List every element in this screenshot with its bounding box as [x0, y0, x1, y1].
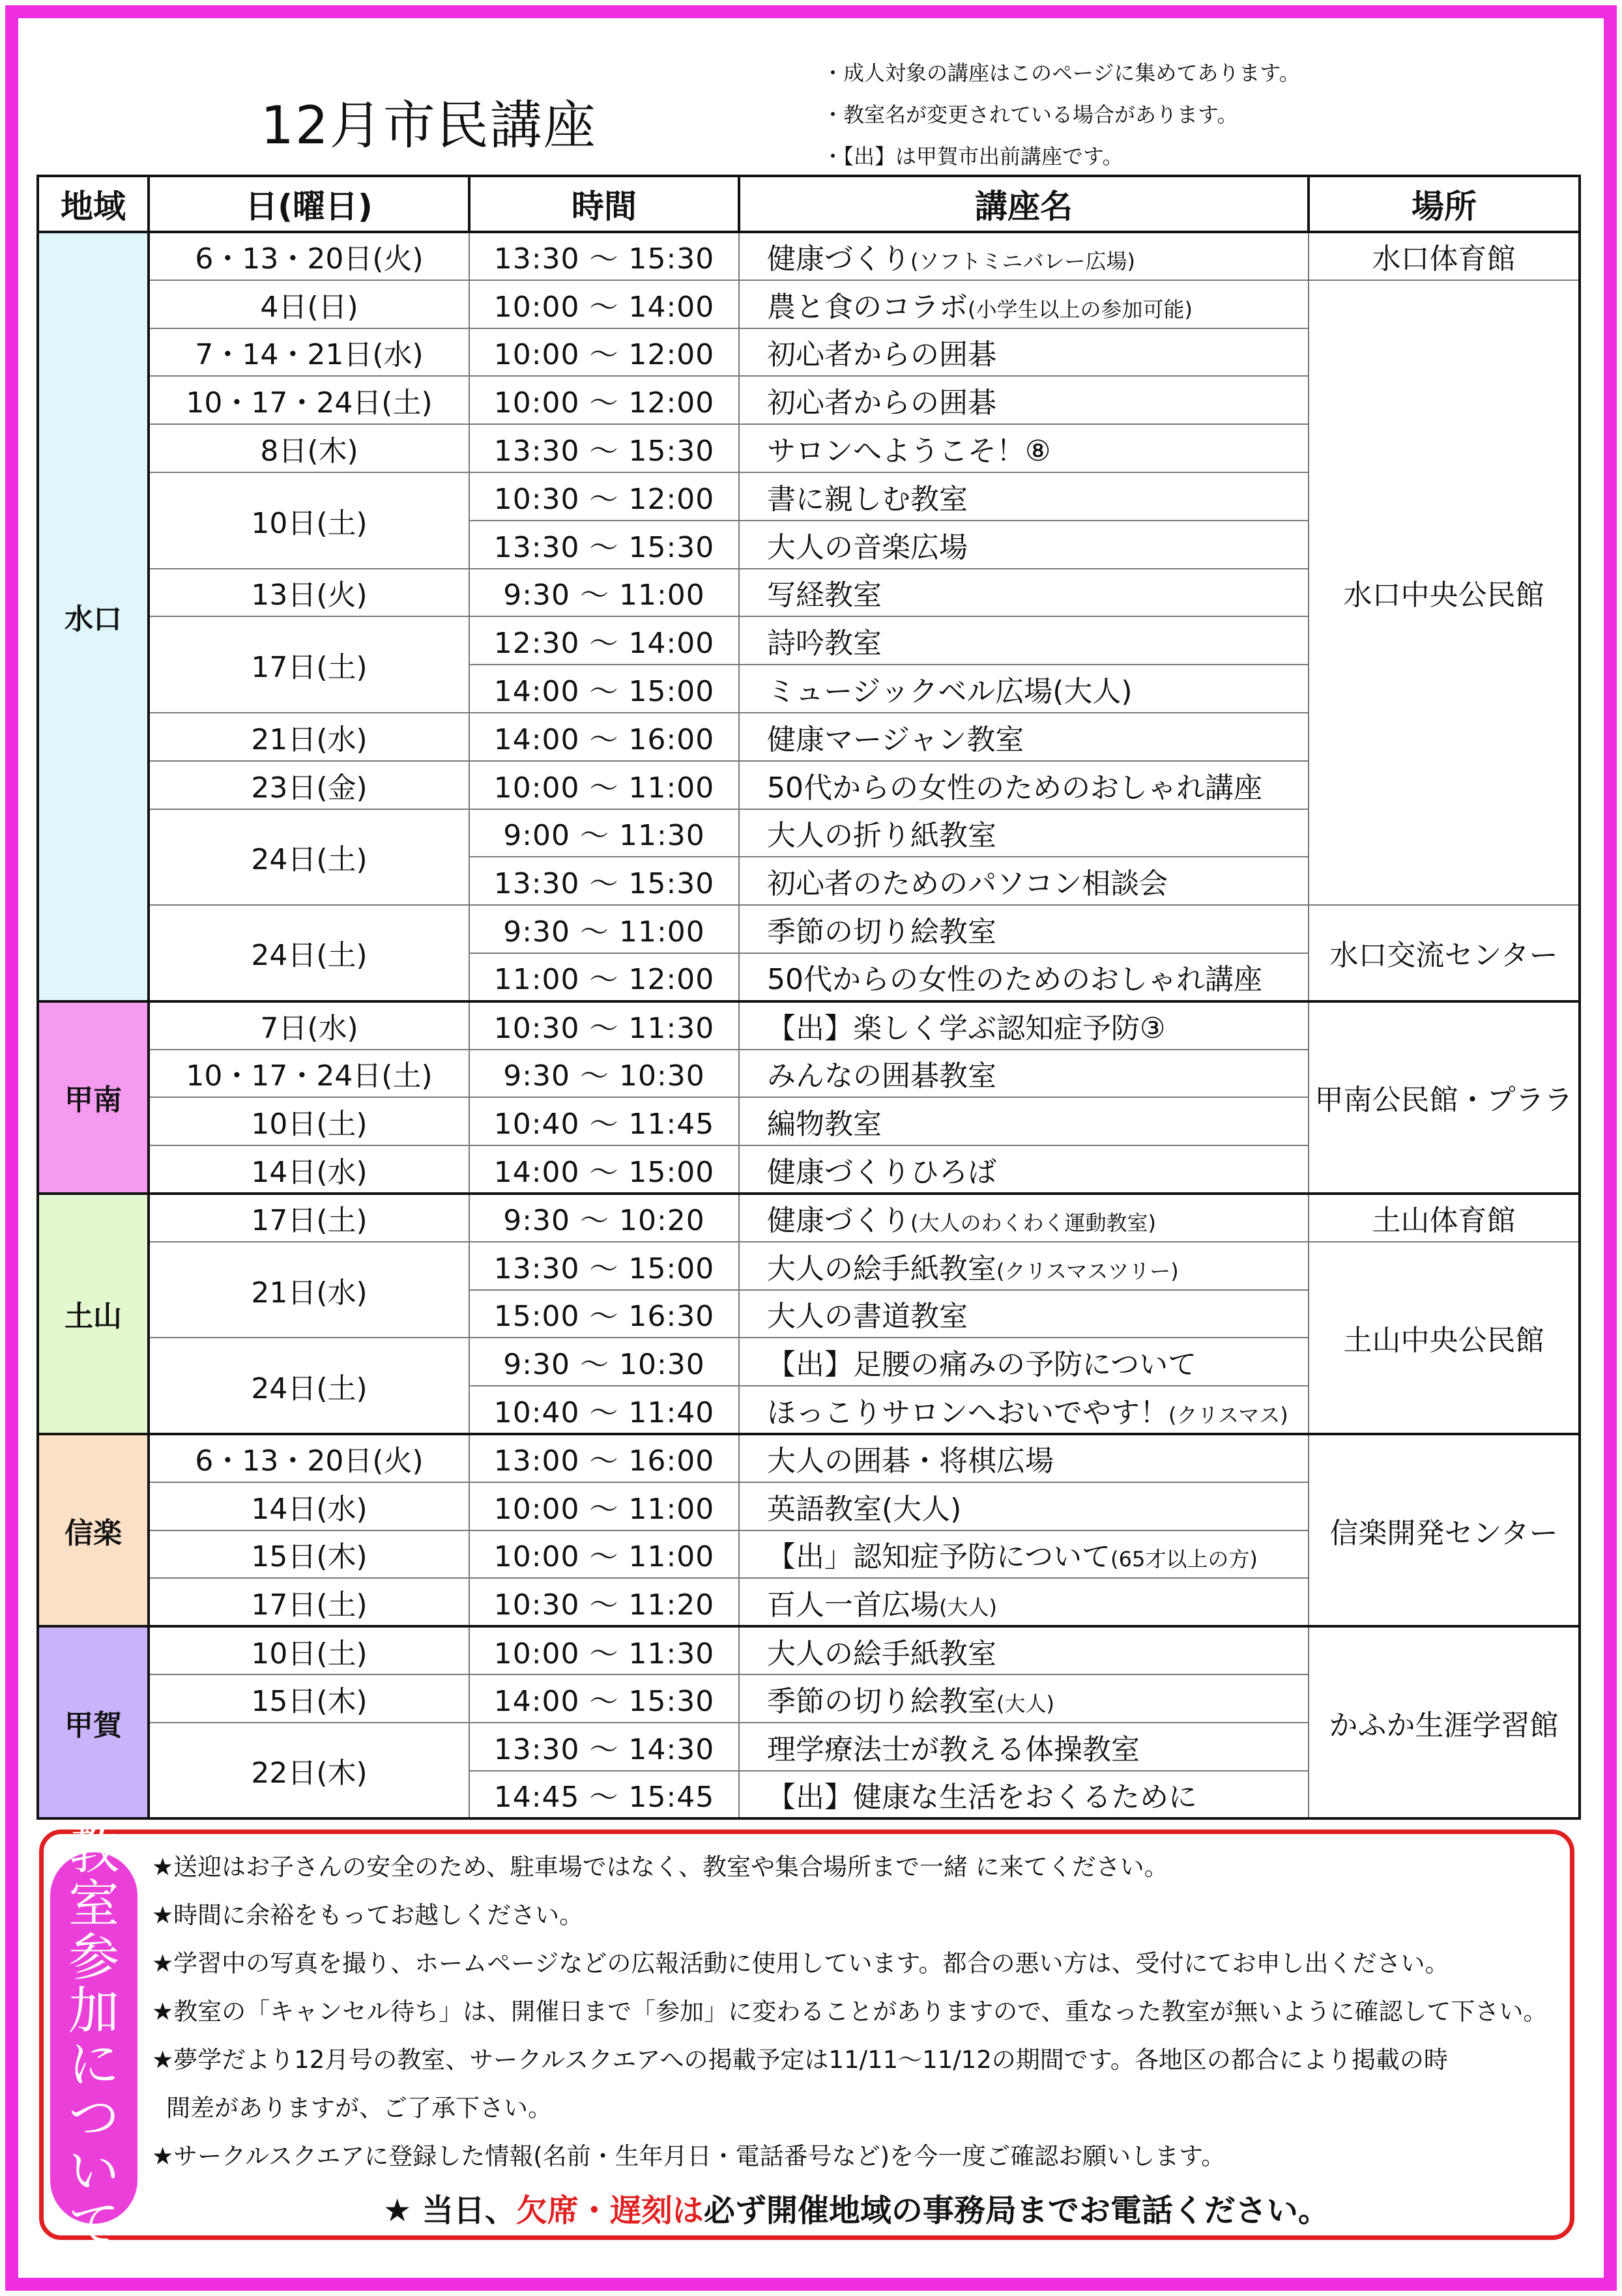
place-cell: 土山中央公民館 [1309, 1242, 1580, 1434]
course-note: (小学生以上の参加可能) [968, 296, 1193, 322]
time-cell: 14:00 ～ 15:00 [469, 1145, 739, 1194]
header-row [38, 176, 1580, 232]
time-cell: 9:30 ～ 10:30 [469, 1050, 739, 1098]
course-cell [739, 1723, 1309, 1771]
course-cell [739, 1145, 1309, 1194]
course-name: 【出」認知症予防について [767, 1540, 1111, 1574]
date-cell: 17日(土) [149, 1194, 469, 1242]
page-title: 12月市民講座 [261, 95, 597, 156]
date-cell: 10日(土) [149, 1626, 469, 1674]
date-cell: 6・13・20日(火) [149, 232, 469, 280]
note-item: ★学習中の写真を撮り、ホームページなどの広報活動に使用しています。都合の悪い方は、受付にてお申し出ください。 [152, 1949, 1449, 1977]
course-name: 英語教室(大人) [767, 1492, 962, 1526]
course-name: 季節の切り絵教室 [767, 915, 996, 949]
table-row [38, 1001, 1580, 1050]
participation-notes [39, 1822, 1574, 2254]
course-cell [739, 665, 1309, 713]
time-cell: 13:30 ～ 15:30 [469, 857, 739, 905]
course-name: 大人の書道教室 [767, 1300, 968, 1334]
region-cell: 甲南 [38, 1001, 149, 1194]
note-line: ・成人対象の講座はこのページに集めてあります。 [822, 61, 1300, 85]
course-name: 【出】楽しく学ぶ認知症予防③ [767, 1012, 1166, 1046]
date-cell: 10日(土) [149, 472, 469, 569]
region-cell: 水口 [38, 232, 149, 1001]
course-cell [739, 424, 1309, 472]
course-cell [739, 1482, 1309, 1530]
course-name: 健康づくり [767, 242, 910, 276]
course-name: 初心者のためのパソコン相談会 [767, 867, 1168, 901]
date-cell: 17日(土) [149, 616, 469, 713]
course-name: ほっこりサロンへおいでやす！ [767, 1396, 1168, 1429]
note-line: ・【出】は甲賀市出前講座です。 [822, 144, 1123, 169]
course-cell [739, 1097, 1309, 1145]
final-prefix: ★ 当日、 [383, 2192, 516, 2229]
course-note: (65才以上の方) [1110, 1547, 1258, 1572]
course-name: みんなの囲碁教室 [767, 1059, 996, 1093]
course-name: 農と食のコラボ [767, 290, 968, 324]
course-cell [739, 521, 1309, 569]
course-cell [739, 1434, 1309, 1482]
final-notice [152, 2185, 1561, 2237]
course-name: サロンへようこそ！⑧ [767, 435, 1051, 468]
place-cell: 土山体育館 [1309, 1194, 1580, 1242]
time-cell: 13:30 ～ 15:30 [469, 232, 739, 280]
date-cell: 10・17・24日(土) [149, 376, 469, 424]
time-cell: 10:00 ～ 12:00 [469, 328, 739, 377]
table-row [38, 1194, 1580, 1242]
note-item: ★教室の「キャンセル待ち」は、開催日まで「参加」に変わることがありますので、重なった教室が無いように確認して下さい。 [152, 1998, 1548, 2026]
date-cell: 8日(木) [149, 424, 469, 472]
note-item: ★送迎はお子さんの安全のため、駐車場ではなく、教室や集合場所まで一緒 に来てください。 [152, 1853, 1168, 1881]
table-row [38, 905, 1580, 953]
course-note: (クリスマスツリー) [996, 1258, 1179, 1284]
place-cell: 甲南公民館・プララ [1309, 1001, 1580, 1194]
time-cell: 10:40 ～ 11:40 [469, 1386, 739, 1434]
place-cell: 水口交流センター [1309, 905, 1580, 1001]
place-cell: 水口中央公民館 [1309, 280, 1580, 905]
header-place: 場所 [1309, 176, 1580, 232]
final-red: 欠席・遅刻は [515, 2192, 704, 2229]
time-cell: 10:00 ～ 11:00 [469, 1482, 739, 1530]
course-name: 詩吟教室 [767, 627, 882, 661]
course-name: 【出】健康な生活をおくるために [767, 1780, 1197, 1814]
region-cell: 甲賀 [38, 1626, 149, 1818]
table-row [38, 1242, 1580, 1290]
course-name: 写経教室 [767, 579, 882, 612]
course-name: 健康マージャン教室 [767, 723, 1024, 756]
note-item: 間差がありますが、ご了承下さい。 [166, 2094, 552, 2122]
region-cell: 土山 [38, 1194, 149, 1434]
course-cell [739, 232, 1309, 280]
course-name: 書に親しむ教室 [767, 482, 968, 516]
place-cell: 信楽開発センター [1309, 1434, 1580, 1626]
date-cell: 24日(土) [149, 905, 469, 1001]
date-cell: 15日(木) [149, 1674, 469, 1723]
time-cell: 13:30 ～ 15:30 [469, 521, 739, 569]
date-cell: 14日(水) [149, 1482, 469, 1530]
header-date: 日(曜日) [149, 176, 469, 232]
course-name: 大人の音楽広場 [767, 530, 968, 564]
place-cell: かふか生涯学習館 [1309, 1626, 1580, 1818]
table-row [38, 1434, 1580, 1482]
header-region: 地域 [38, 176, 149, 232]
course-note: (大人) [996, 1691, 1054, 1716]
course-note: (大人) [939, 1594, 997, 1620]
course-cell [739, 761, 1309, 809]
course-cell [739, 616, 1309, 665]
date-cell: 7・14・21日(水) [149, 328, 469, 377]
date-cell: 14日(水) [149, 1145, 469, 1194]
table-row [38, 232, 1580, 280]
time-cell: 9:00 ～ 11:30 [469, 809, 739, 857]
course-name: 健康づくりひろば [767, 1155, 996, 1189]
course-name: 健康づくり [767, 1204, 910, 1238]
course-cell [739, 1674, 1309, 1723]
time-cell: 10:00 ～ 11:00 [469, 761, 739, 809]
date-cell: 7日(水) [149, 1001, 469, 1050]
date-cell: 13日(火) [149, 569, 469, 617]
course-cell [739, 1338, 1309, 1386]
place-cell: 水口体育館 [1309, 232, 1580, 280]
table-row [38, 1626, 1580, 1674]
time-cell: 9:30 ～ 10:30 [469, 1338, 739, 1386]
time-cell: 12:30 ～ 14:00 [469, 616, 739, 665]
course-cell [739, 809, 1309, 857]
time-cell: 9:30 ～ 10:20 [469, 1194, 739, 1242]
time-cell: 10:00 ～ 14:00 [469, 280, 739, 328]
course-cell [739, 1386, 1309, 1434]
course-cell [739, 1578, 1309, 1626]
time-cell: 10:30 ～ 11:30 [469, 1001, 739, 1050]
time-cell: 10:00 ～ 12:00 [469, 376, 739, 424]
course-cell [739, 1771, 1309, 1819]
course-name: ミュージックベル広場(大人) [767, 675, 1133, 709]
course-name: 理学療法士が教える体操教室 [767, 1732, 1140, 1766]
course-cell [739, 472, 1309, 521]
course-cell [739, 857, 1309, 905]
time-cell: 10:00 ～ 11:00 [469, 1530, 739, 1579]
time-cell: 13:30 ～ 14:30 [469, 1723, 739, 1771]
course-cell [739, 328, 1309, 377]
date-cell: 21日(水) [149, 713, 469, 761]
course-cell [739, 280, 1309, 328]
date-cell: 21日(水) [149, 1242, 469, 1338]
course-name: 大人の折り紙教室 [767, 819, 996, 853]
course-cell [739, 1194, 1309, 1242]
time-cell: 10:30 ～ 12:00 [469, 472, 739, 521]
course-cell [739, 1290, 1309, 1338]
course-cell [739, 1001, 1309, 1050]
schedule-body [38, 232, 1580, 1818]
time-cell: 14:45 ～ 15:45 [469, 1771, 739, 1819]
note-line: ・教室名が変更されている場合があります。 [822, 102, 1238, 127]
course-name: 初心者からの囲碁 [767, 338, 996, 372]
region-cell: 信楽 [38, 1434, 149, 1626]
date-cell: 10・17・24日(土) [149, 1050, 469, 1098]
date-cell: 4日(日) [149, 280, 469, 328]
header-course: 講座名 [739, 176, 1309, 232]
schedule-table [36, 175, 1581, 1820]
time-cell: 10:40 ～ 11:45 [469, 1097, 739, 1145]
course-name: 季節の切り絵教室 [767, 1684, 996, 1718]
time-cell: 10:30 ～ 11:20 [469, 1578, 739, 1626]
participation-badge: 教 室 参 加 に つ い て [50, 1852, 138, 2224]
date-cell: 22日(木) [149, 1723, 469, 1819]
course-name: 50代からの女性のためのおしゃれ講座 [767, 963, 1262, 997]
course-cell [739, 713, 1309, 761]
date-cell: 24日(土) [149, 809, 469, 906]
course-name: 大人の絵手紙教室 [767, 1252, 996, 1285]
date-cell: 15日(木) [149, 1530, 469, 1579]
time-cell: 13:00 ～ 16:00 [469, 1434, 739, 1482]
time-cell: 9:30 ～ 11:00 [469, 569, 739, 617]
time-cell: 15:00 ～ 16:30 [469, 1290, 739, 1338]
course-cell [739, 376, 1309, 424]
course-name: 百人一首広場 [767, 1588, 939, 1622]
course-note: (大人のわくわく運動教室) [910, 1211, 1156, 1236]
time-cell: 14:00 ～ 15:00 [469, 665, 739, 713]
note-item: ★時間に余裕をもってお越しください。 [152, 1901, 584, 1929]
time-cell: 13:30 ～ 15:00 [469, 1242, 739, 1290]
notes [822, 52, 1300, 177]
course-cell [739, 1050, 1309, 1098]
course-name: 初心者からの囲碁 [767, 386, 996, 420]
participation-lines [152, 1843, 1561, 2237]
course-name: 50代からの女性のためのおしゃれ講座 [767, 771, 1262, 805]
course-cell [739, 905, 1309, 953]
table-row [38, 280, 1580, 328]
course-name: 大人の絵手紙教室 [767, 1637, 996, 1671]
date-cell: 17日(土) [149, 1578, 469, 1626]
course-cell [739, 1626, 1309, 1674]
time-cell: 11:00 ～ 12:00 [469, 953, 739, 1001]
time-cell: 10:00 ～ 11:30 [469, 1626, 739, 1674]
course-cell [739, 1242, 1309, 1290]
course-note: (ソフトミニバレー広場) [910, 249, 1135, 274]
course-cell [739, 569, 1309, 617]
header-time: 時間 [469, 176, 739, 232]
course-name: 【出】足腰の痛みの予防について [767, 1348, 1197, 1382]
note-item: ★夢学だより12月号の教室、サークルスクエアへの掲載予定は11/11～11/12の期間です。各地区の都合により掲載の時 [152, 2046, 1448, 2074]
note-item: ★サークルスクエアに登録した情報(名前・生年月日・電話番号など)を今一度ご確認お願いします。 [152, 2142, 1226, 2170]
final-suffix: 必ず開催地域の事務局までお電話ください。 [703, 2192, 1329, 2229]
course-name: 大人の囲碁・将棋広場 [767, 1444, 1054, 1478]
date-cell: 6・13・20日(火) [149, 1434, 469, 1482]
time-cell: 13:30 ～ 15:30 [469, 424, 739, 472]
course-note: (クリスマス) [1168, 1402, 1288, 1428]
time-cell: 14:00 ～ 15:30 [469, 1674, 739, 1723]
date-cell: 23日(金) [149, 761, 469, 809]
time-cell: 14:00 ～ 16:00 [469, 713, 739, 761]
course-cell [739, 953, 1309, 1001]
course-name: 編物教室 [767, 1108, 882, 1141]
date-cell: 10日(土) [149, 1097, 469, 1145]
course-cell [739, 1530, 1309, 1579]
date-cell: 24日(土) [149, 1338, 469, 1434]
time-cell: 9:30 ～ 11:00 [469, 905, 739, 953]
